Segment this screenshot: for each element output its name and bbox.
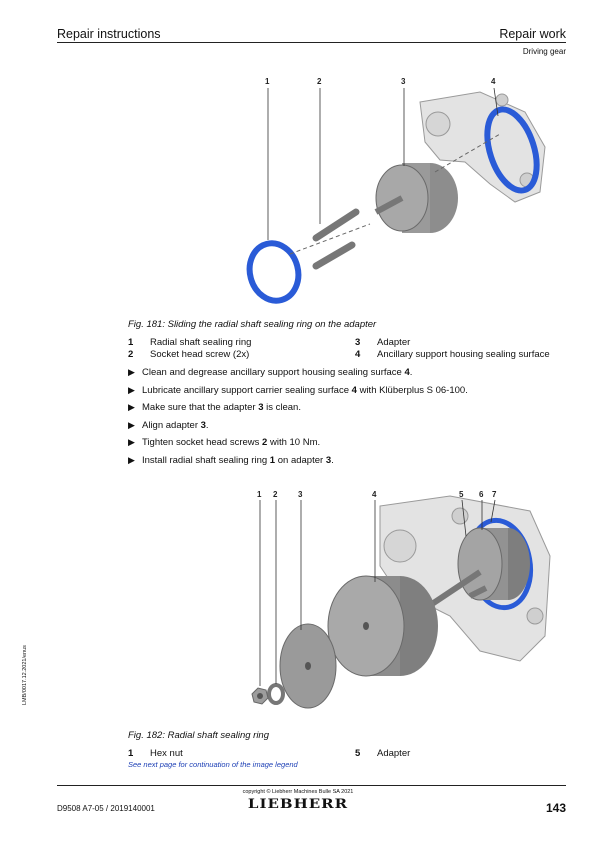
legend-number: 5 (355, 748, 361, 759)
callout-label: 4 (372, 490, 377, 499)
instruction-step: ▶ Install radial shaft sealing ring 1 on adapter 3. (128, 454, 334, 466)
callout-label: 3 (298, 490, 303, 499)
adapter-drawing (376, 163, 458, 233)
legend-number: 3 (355, 337, 361, 348)
arrow-icon: ▶ (128, 367, 135, 377)
continuation-note: See next page for continuation of the image legend (128, 760, 298, 769)
callout-label: 3 (401, 77, 406, 86)
arrow-icon: ▶ (128, 402, 135, 412)
legend-row (128, 337, 568, 349)
hex-nut-drawing (252, 688, 268, 704)
figure-181 (130, 72, 570, 310)
figure-182-illustration (130, 486, 570, 724)
legend-text: Socket head screw (2x) (150, 349, 250, 360)
instruction-steps (128, 365, 468, 470)
header-divider (57, 42, 566, 43)
legend-number: 4 (355, 349, 361, 360)
disk-drawing (280, 624, 336, 708)
instruction-step: ▶ Align adapter 3. (128, 419, 209, 431)
instruction-step: ▶ Make sure that the adapter 3 is clean. (128, 402, 301, 413)
arrow-icon: ▶ (128, 419, 135, 430)
washer-drawing (269, 685, 283, 703)
header-subtitle: Driving gear (522, 47, 566, 56)
figure-181-illustration (130, 72, 570, 310)
legend-text: Adapter (377, 337, 411, 348)
callout-label: 2 (317, 77, 322, 86)
legend-text: Adapter (377, 748, 411, 759)
arrow-icon: ▶ (128, 384, 135, 395)
legend-row (128, 349, 568, 361)
callout-label: 2 (273, 490, 278, 499)
legend-number: 1 (128, 748, 134, 759)
instruction-step: ▶ Tighten socket head screws 2 with 10 Nm. (128, 437, 321, 448)
callout-label: 1 (265, 77, 270, 86)
legend-row (128, 748, 568, 760)
callout-label: 6 (479, 490, 484, 499)
arrow-icon: ▶ (128, 437, 135, 447)
legend-text: Radial shaft sealing ring (150, 337, 252, 348)
callout-label: 5 (459, 490, 464, 499)
document-reference: D9508 A7-05 / 2019140001 (57, 804, 155, 813)
pressing-sleeve-drawing (328, 576, 438, 676)
figure-181-caption: Fig. 181: Sliding the radial shaft sealing ring on the adapter (128, 319, 377, 330)
brand-logo: LIEBHERR (247, 796, 349, 812)
screws-drawing (316, 212, 356, 266)
instruction-step: ▶ Lubricate ancillary support carrier sealing surface 4 with Klüberplus S 06-100. (128, 384, 468, 396)
sealing-ring-drawing (243, 238, 304, 306)
instruction-step: ▶ Clean and degrease ancillary support housing sealing surface 4. (128, 367, 413, 378)
header-section-title: Repair instructions (57, 27, 161, 41)
header-chapter-title: Repair work (499, 27, 566, 41)
legend-text: Hex nut (150, 748, 183, 759)
figure-181-legend (128, 337, 568, 361)
callout-label: 7 (492, 490, 497, 499)
figure-182-legend (128, 748, 568, 760)
page-number: 143 (545, 801, 566, 815)
legend-number: 1 (128, 337, 134, 348)
arrow-icon: ▶ (128, 454, 135, 465)
footer-divider (57, 785, 566, 786)
copyright-text: copyright © Liebherr Machines Bulle SA 2021 (242, 789, 354, 795)
callout-label: 4 (491, 77, 496, 86)
figure-182-caption: Fig. 182: Radial shaft sealing ring (128, 730, 269, 741)
legend-text: Ancillary support housing sealing surface (377, 349, 550, 360)
callout-label: 1 (257, 490, 262, 499)
side-document-code: LMB/0017.12.2021/enus (22, 645, 28, 705)
figure-182 (130, 486, 570, 724)
legend-number: 2 (128, 349, 134, 360)
